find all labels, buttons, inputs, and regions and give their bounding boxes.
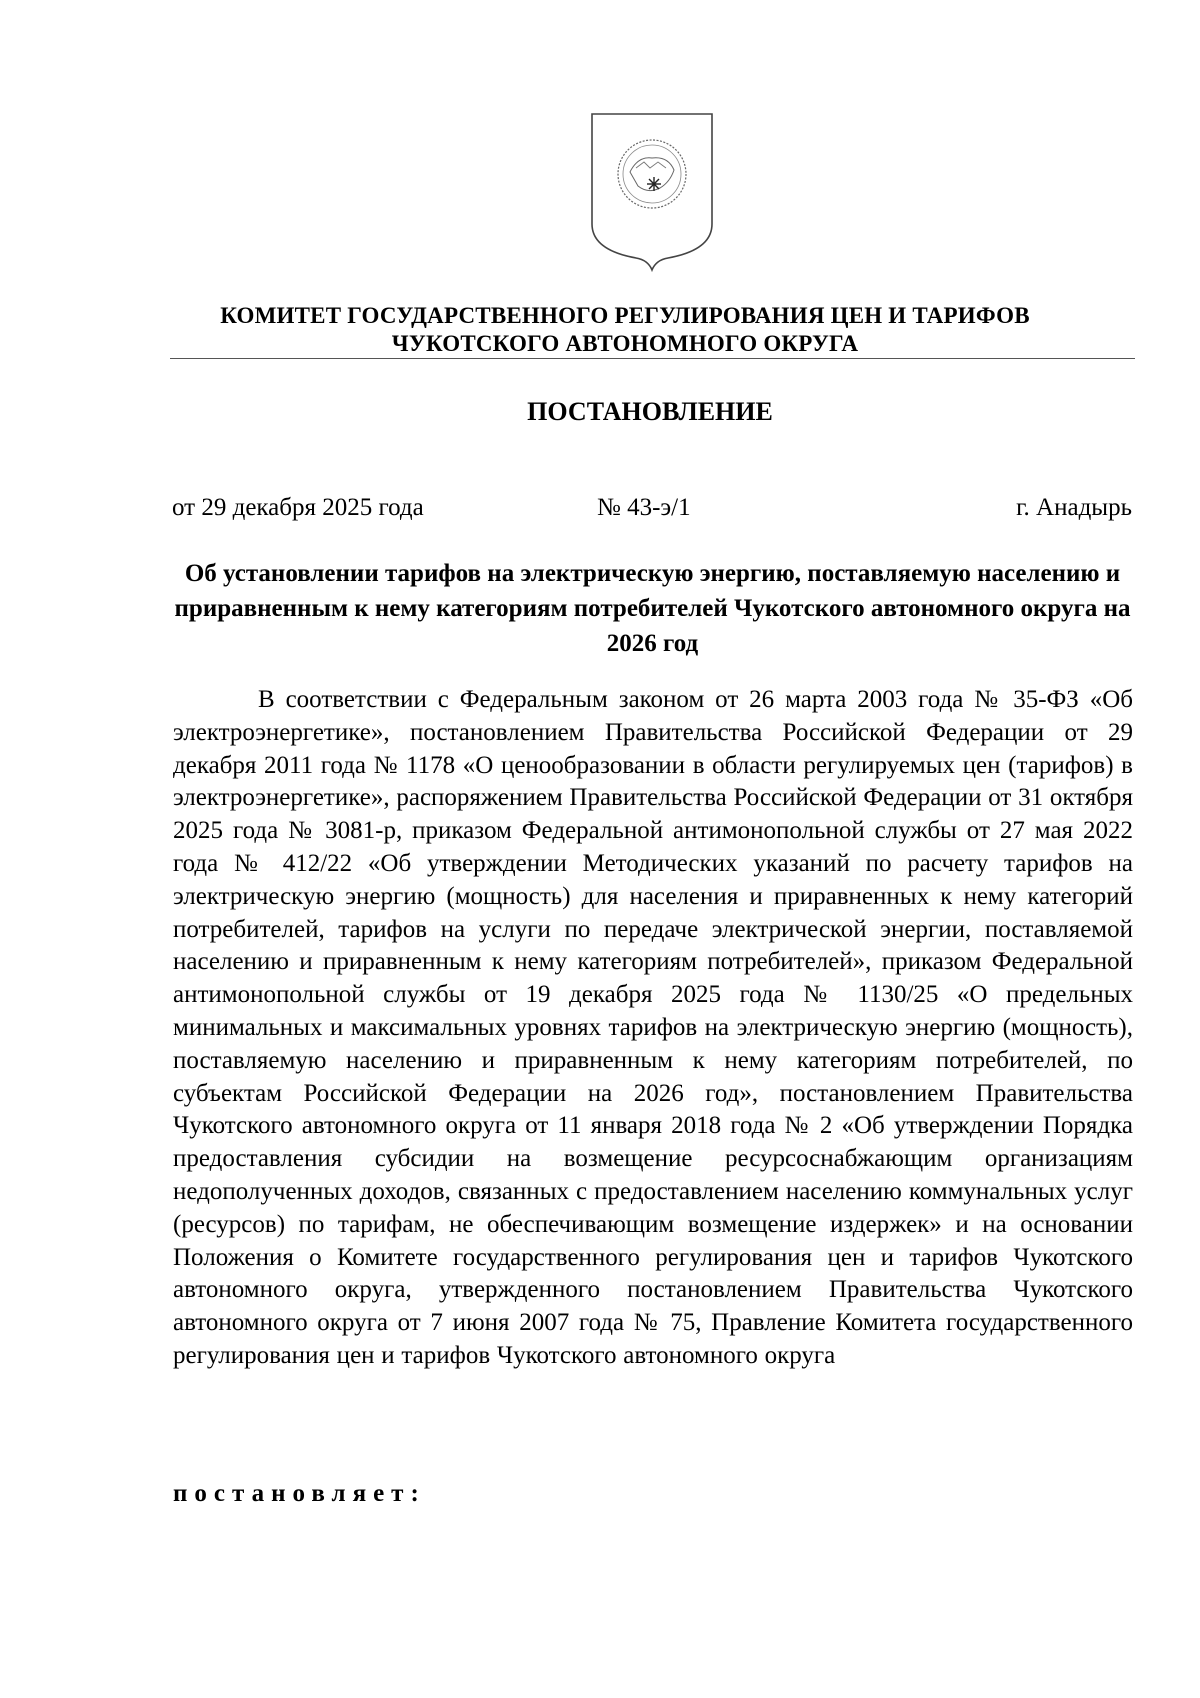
organization-title xyxy=(170,302,1080,358)
document-city: г. Анадырь xyxy=(1016,494,1132,521)
coat-of-arms-icon xyxy=(590,112,714,272)
document-date: от 29 декабря 2025 года xyxy=(172,494,424,521)
document-number: № 43-э/1 xyxy=(597,494,691,521)
document-type: ПОСТАНОВЛЕНИЕ xyxy=(527,397,773,426)
organization-title-line1: КОМИТЕТ ГОСУДАРСТВЕННОГО РЕГУЛИРОВАНИЯ ЦЕН И ТАРИФОВ xyxy=(220,303,1030,328)
resolve-statement: постановляет: xyxy=(173,1480,426,1507)
document-meta xyxy=(172,493,1132,527)
header-divider xyxy=(170,358,1135,359)
document-subject: Об установлении тарифов на электрическую энергию, поставляемую населению и приравненным к нему категориям потребителей Чукотского автономного округа на 2026 год xyxy=(174,560,1131,657)
document-body: В соответствии с Федеральным законом от 26 марта 2003 года № 35-ФЗ «Об электроэнергетике», постановлением Правительства Российской Федерации от 29 декабря 2011 года № 1178 «О ценообразовании в области регулируемых цен (тарифов) в электроэнергетике», распоряжением Правительства Российской Федерации от 31 октября 2025 года № 3081-р, приказом Федеральной антимонопольной службы от 27 мая 2022 года № 412/22 «Об утверждении Методических указаний по расчету тарифов на электрическую энергию (мощность) для населения и приравненных к нему категорий потребителей, тарифов на услуги по передаче электрической энергии, поставляемой населению и приравненным к нему категориям потребителей», приказом Федеральной антимонопольной службы от 19 декабря 2025 года № 1130/25 «О предельных минимальных и максимальных уровнях тарифов на электрическую энергию (мощность), поставляемую населению и приравненным к нему категориям потребителей, по субъектам Российской Федерации на 2026 год», постановлением Правительства Чукотского автономного округа от 11 января 2018 года № 2 «Об утверждении Порядка предоставления субсидии на возмещение ресурсоснабжающим организациям недополученных доходов, связанных с предоставлением населению коммунальных услуг (ресурсов) по тарифам, не обеспечивающим возмещение издержек» и на основании Положения о Комитете государственного регулирования цен и тарифов Чукотского автономного округа, утвержденного постановлением Правительства Чукотского автономного округа от 7 июня 2007 года № 75, Правление Комитета государственного регулирования цен и тарифов Чукотского автономного округа xyxy=(173,686,1133,1369)
organization-title-line2: ЧУКОТСКОГО АВТОНОМНОГО ОКРУГА xyxy=(391,331,859,356)
